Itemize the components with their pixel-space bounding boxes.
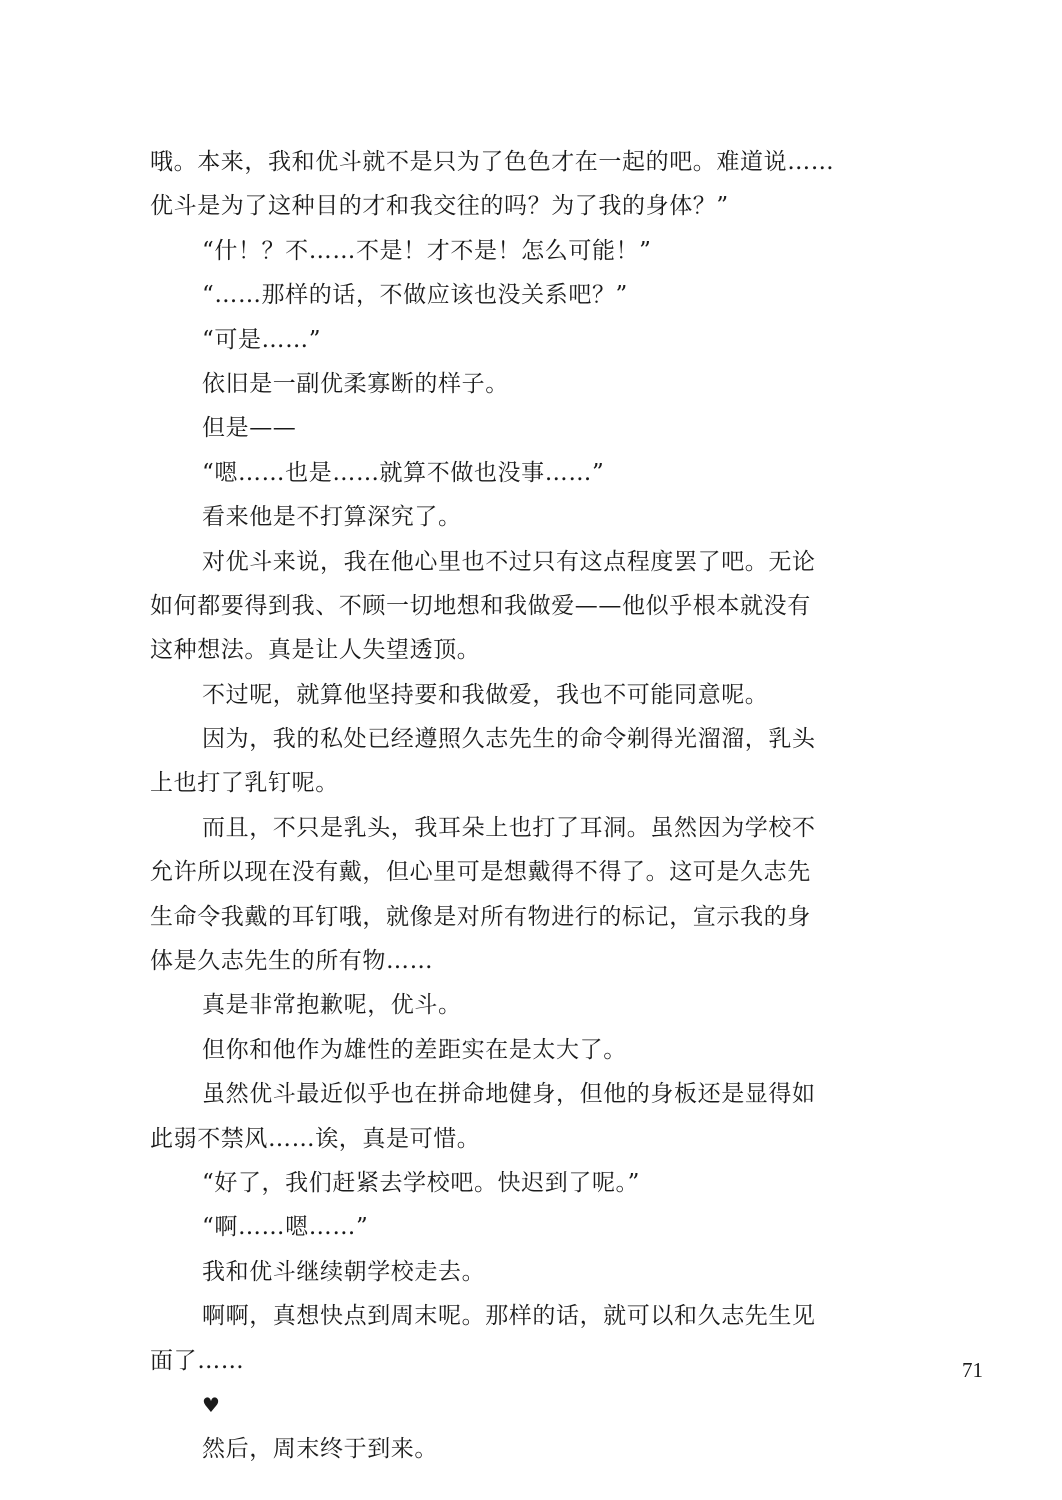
text-line: 因为，我的私处已经遵照久志先生的命令剃得光溜溜，乳头 bbox=[202, 726, 816, 753]
text-line: 而且，不只是乳头，我耳朵上也打了耳洞。虽然因为学校不 bbox=[202, 814, 816, 841]
text-line: 哦。本来，我和优斗就不是只为了色色才在一起的吧。难道说…… bbox=[150, 149, 835, 175]
text-line: 不过呢，就算他坚持要和我做爱，我也不可能同意呢。 bbox=[202, 681, 769, 708]
text-line: 优斗是为了这种目的才和我交往的吗？为了我的身体？” bbox=[150, 193, 729, 220]
text-line: “嗯……也是……就算不做也没事……” bbox=[202, 459, 605, 486]
text-line: 这种想法。真是让人失望透顶。 bbox=[150, 637, 481, 664]
text-line: 体是久志先生的所有物…… bbox=[150, 948, 434, 975]
text-line: 此弱不禁风……诶，真是可惜。 bbox=[150, 1125, 481, 1152]
text-line: 但你和他作为雄性的差距实在是太大了。 bbox=[202, 1036, 627, 1063]
text-line: 真是非常抱歉呢，优斗。 bbox=[202, 992, 462, 1019]
text-line: 生命令我戴的耳钉哦，就像是对所有物进行的标记，宣示我的身 bbox=[150, 903, 811, 930]
text-line: 我和优斗继续朝学校走去。 bbox=[202, 1258, 486, 1285]
heart-icon: ♥ bbox=[202, 1392, 221, 1417]
text-line: “啊……嗯……” bbox=[202, 1214, 369, 1241]
text-line: 啊啊，真想快点到周末呢。那样的话，就可以和久志先生见 bbox=[202, 1303, 816, 1330]
text-line: “可是……” bbox=[202, 326, 322, 353]
section-break bbox=[150, 1383, 890, 1427]
body-text bbox=[150, 140, 890, 1472]
text-line: 依旧是一副优柔寡断的样子。 bbox=[202, 370, 509, 397]
page-number: 71 bbox=[962, 1358, 983, 1382]
text-line: “……那样的话，不做应该也没关系吧？” bbox=[202, 282, 628, 309]
text-line: 对优斗来说，我在他心里也不过只有这点程度罢了吧。无论 bbox=[202, 548, 816, 575]
text-line: 允许所以现在没有戴，但心里可是想戴得不得了。这可是久志先 bbox=[150, 859, 811, 886]
text-line: 看来他是不打算深究了。 bbox=[202, 504, 462, 531]
text-line: “好了，我们赶紧去学校吧。快迟到了呢。” bbox=[202, 1169, 641, 1196]
text-line: “什！？不……不是！才不是！怎么可能！” bbox=[202, 237, 652, 264]
text-line: 面了…… bbox=[150, 1347, 245, 1374]
text-line: 但是—— bbox=[202, 415, 297, 442]
text-line: 如何都要得到我、不顾一切地想和我做爱——他似乎根本就没有 bbox=[150, 592, 811, 619]
text-line: 上也打了乳钉呢。 bbox=[150, 770, 339, 797]
text-line: 虽然优斗最近似乎也在拼命地健身，但他的身板还是显得如 bbox=[202, 1081, 816, 1108]
text-line: 然后，周末终于到来。 bbox=[202, 1436, 438, 1463]
